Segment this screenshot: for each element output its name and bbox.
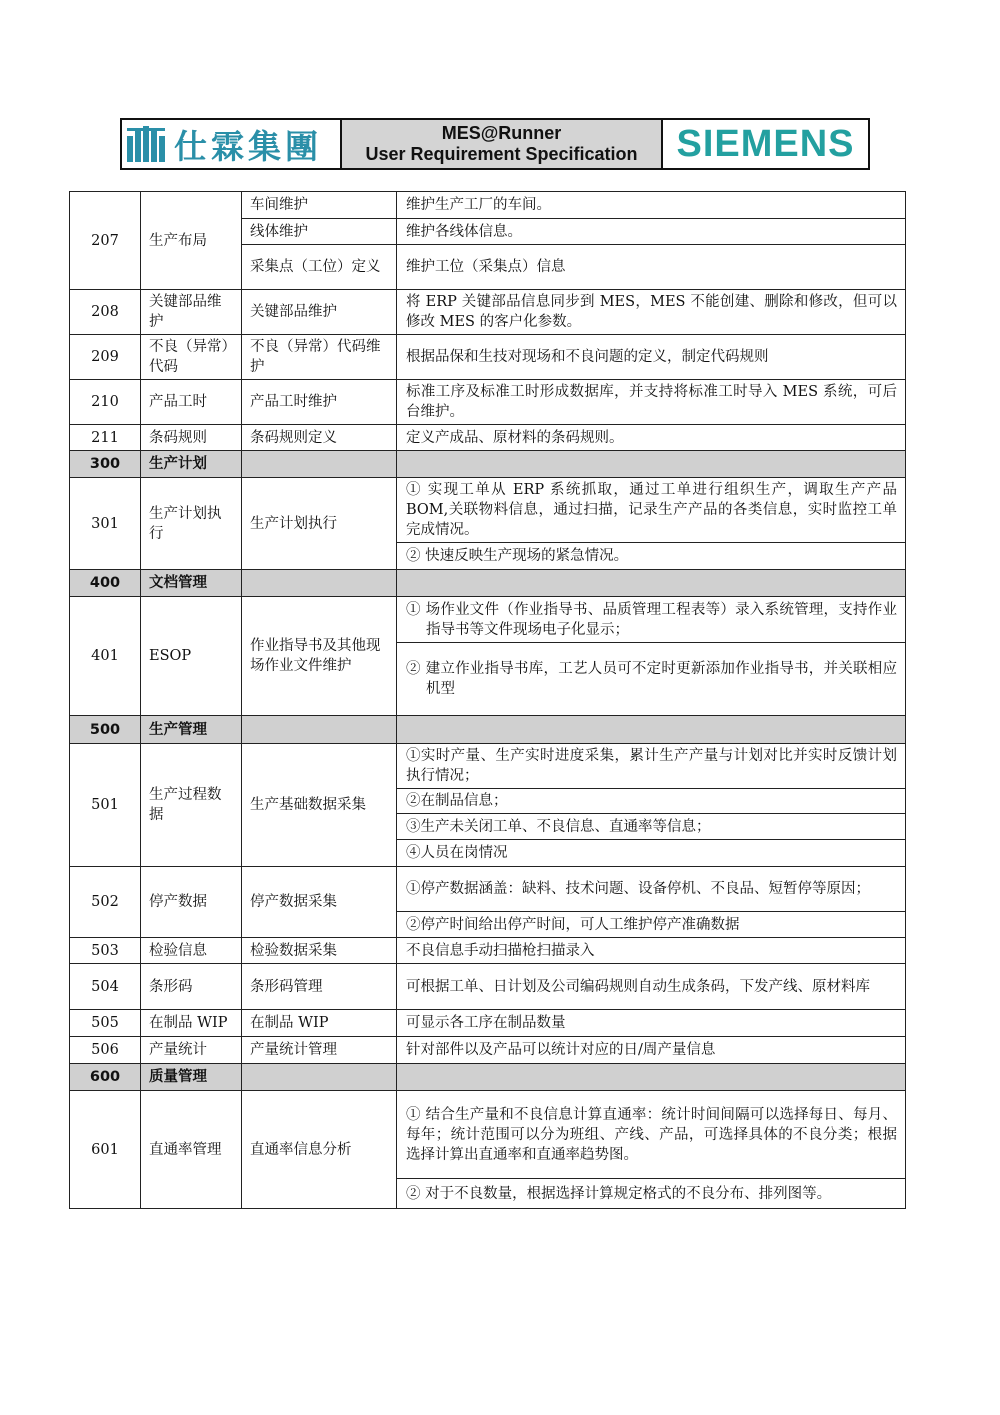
document-header-banner — [120, 118, 870, 170]
row-description: ① 实现工单从 ERP 系统抓取，通过工单进行组织生产，调取生产产品 BOM,关联物料信息，通过扫描，记录生产产品的各类信息，实时监控工单完成情况。 — [397, 478, 906, 543]
row-description: ③生产未关闭工单、不良信息、直通率等信息； — [397, 814, 906, 840]
row-description: 可显示各工序在制品数量 — [397, 1010, 906, 1037]
row-module: 不良（异常）代码 — [141, 335, 242, 380]
row-function: 车间维护 — [242, 192, 397, 219]
table-row — [70, 867, 906, 912]
row-module: 检验信息 — [141, 938, 242, 964]
row-description: ① 结合生产量和不良信息计算直通率：统计时间间隔可以选择每日、每月、每年；统计范围可以分为班组、产线、产品，可选择具体的不良分类；根据选择计算出直通率和直通率趋势图。 — [397, 1091, 906, 1179]
siemens-logo — [663, 120, 868, 168]
row-description: 维护生产工厂的车间。 — [397, 192, 906, 219]
section-id: 400 — [70, 570, 141, 597]
requirements-table — [69, 191, 906, 1209]
row-module: 条形码 — [141, 964, 242, 1010]
row-id: 505 — [70, 1010, 141, 1037]
row-module: 产品工时 — [141, 380, 242, 425]
row-id: 207 — [70, 192, 141, 290]
section-id: 300 — [70, 451, 141, 478]
document-title-line2: User Requirement Specification — [365, 144, 638, 164]
section-empty-cell — [397, 451, 906, 478]
row-function: 条码规则定义 — [242, 425, 397, 451]
section-header-row — [70, 1064, 906, 1091]
row-id: 506 — [70, 1037, 141, 1064]
company-logo — [122, 120, 342, 168]
row-function: 采集点（工位）定义 — [242, 245, 397, 290]
row-module: 在制品 WIP — [141, 1010, 242, 1037]
table-row — [70, 425, 906, 451]
table-row — [70, 1010, 906, 1037]
row-module: 直通率管理 — [141, 1091, 242, 1209]
table-row — [70, 380, 906, 425]
table-row — [70, 938, 906, 964]
row-description: 定义产成品、原材料的条码规则。 — [397, 425, 906, 451]
row-function: 条形码管理 — [242, 964, 397, 1010]
row-module: ESOP — [141, 597, 242, 716]
row-description: ①停产数据涵盖：缺料、技术问题、设备停机、不良品、短暂停等原因； — [397, 867, 906, 912]
section-empty-cell — [242, 570, 397, 597]
row-module: 生产计划执行 — [141, 478, 242, 570]
table-row — [70, 335, 906, 380]
table-row — [70, 597, 906, 643]
company-logo-text: 仕霖集團 — [174, 126, 322, 166]
row-description: ④人员在岗情况 — [397, 840, 906, 867]
document-title-line1: MES@Runner — [441, 123, 562, 143]
row-id: 210 — [70, 380, 141, 425]
row-module: 产量统计 — [141, 1037, 242, 1064]
table-row — [70, 290, 906, 335]
row-function: 在制品 WIP — [242, 1010, 397, 1037]
section-empty-cell — [397, 1064, 906, 1091]
section-id: 600 — [70, 1064, 141, 1091]
document-title — [342, 120, 663, 168]
table-row — [70, 478, 906, 543]
section-empty-cell — [242, 716, 397, 744]
row-description: 将 ERP 关键部品信息同步到 MES，MES 不能创建、删除和修改，但可以修改 MES 的客户化参数。 — [397, 290, 906, 335]
row-description: 可根据工单、日计划及公司编码规则自动生成条码，下发产线、原材料库 — [397, 964, 906, 1010]
row-function: 线体维护 — [242, 219, 397, 245]
row-module: 条码规则 — [141, 425, 242, 451]
section-empty-cell — [397, 716, 906, 744]
section-title: 质量管理 — [141, 1064, 242, 1091]
row-function: 产品工时维护 — [242, 380, 397, 425]
row-function: 生产基础数据采集 — [242, 744, 397, 867]
table-row — [70, 1037, 906, 1064]
section-header-row — [70, 570, 906, 597]
row-id: 502 — [70, 867, 141, 938]
section-title: 生产管理 — [141, 716, 242, 744]
section-id: 500 — [70, 716, 141, 744]
row-description: ①实时产量、生产实时进度采集，累计生产产量与计划对比并实时反馈计划执行情况； — [397, 744, 906, 789]
row-function: 关键部品维护 — [242, 290, 397, 335]
table-row — [70, 744, 906, 789]
company-logo-mark-icon — [126, 124, 168, 164]
row-description: 不良信息手动扫描枪扫描录入 — [397, 938, 906, 964]
section-empty-cell — [397, 570, 906, 597]
row-function: 作业指导书及其他现场作业文件维护 — [242, 597, 397, 716]
row-function: 直通率信息分析 — [242, 1091, 397, 1209]
table-row — [70, 192, 906, 219]
row-function: 生产计划执行 — [242, 478, 397, 570]
row-description: ① 场作业文件（作业指导书、品质管理工程表等）录入系统管理，支持作业指导书等文件现场电子化显示； — [397, 597, 906, 643]
row-description: 针对部件以及产品可以统计对应的日/周产量信息 — [397, 1037, 906, 1064]
row-id: 208 — [70, 290, 141, 335]
section-empty-cell — [242, 451, 397, 478]
row-function: 产量统计管理 — [242, 1037, 397, 1064]
row-function: 停产数据采集 — [242, 867, 397, 938]
section-title: 生产计划 — [141, 451, 242, 478]
section-title: 文档管理 — [141, 570, 242, 597]
row-id: 211 — [70, 425, 141, 451]
row-module: 关键部品维护 — [141, 290, 242, 335]
table-row — [70, 1091, 906, 1179]
row-description: 根据品保和生技对现场和不良问题的定义，制定代码规则 — [397, 335, 906, 380]
row-function: 不良（异常）代码维护 — [242, 335, 397, 380]
row-id: 301 — [70, 478, 141, 570]
row-description: ② 对于不良数量，根据选择计算规定格式的不良分布、排列图等。 — [397, 1179, 906, 1209]
row-description: ②停产时间给出停产时间，可人工维护停产准确数据 — [397, 912, 906, 938]
row-description: ②在制品信息； — [397, 789, 906, 814]
row-id: 504 — [70, 964, 141, 1010]
row-description: 维护工位（采集点）信息 — [397, 245, 906, 290]
row-description: 维护各线体信息。 — [397, 219, 906, 245]
row-id: 401 — [70, 597, 141, 716]
row-module: 生产布局 — [141, 192, 242, 290]
row-function: 检验数据采集 — [242, 938, 397, 964]
row-module: 生产过程数据 — [141, 744, 242, 867]
siemens-logo-text: SIEMENS — [676, 122, 855, 165]
row-module: 停产数据 — [141, 867, 242, 938]
row-id: 501 — [70, 744, 141, 867]
section-header-row — [70, 451, 906, 478]
row-description: 标准工序及标准工时形成数据库，并支持将标准工时导入 MES 系统，可后台维护。 — [397, 380, 906, 425]
section-header-row — [70, 716, 906, 744]
row-id: 601 — [70, 1091, 141, 1209]
row-description: ② 快速反映生产现场的紧急情况。 — [397, 543, 906, 570]
row-id: 503 — [70, 938, 141, 964]
section-empty-cell — [242, 1064, 397, 1091]
row-id: 209 — [70, 335, 141, 380]
row-description: ② 建立作业指导书库，工艺人员可不定时更新添加作业指导书，并关联相应机型 — [397, 643, 906, 716]
table-row — [70, 964, 906, 1010]
